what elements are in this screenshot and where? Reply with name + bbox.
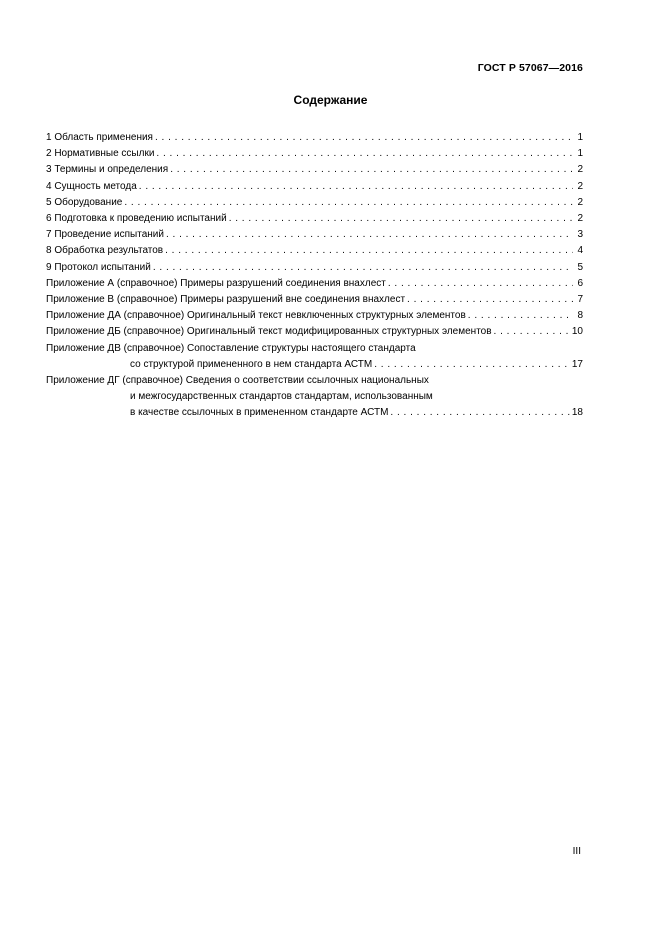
toc-entry[interactable] bbox=[46, 341, 583, 373]
dot-leader bbox=[156, 146, 573, 156]
toc-entry-line bbox=[46, 243, 583, 259]
toc-entry-text: в качестве ссылочных в примененном стандарте АСТМ bbox=[130, 407, 389, 419]
toc-page-number: 2 bbox=[577, 213, 583, 225]
toc-entry-text: Приложение ДА (справочное) Оригинальный текст невключенных структурных элементов bbox=[46, 310, 466, 322]
toc-page-number: 8 bbox=[577, 310, 583, 322]
toc-page-number: 18 bbox=[571, 407, 583, 419]
toc-entry-text: 5 Оборудование bbox=[46, 196, 123, 208]
toc-entry-text: со структурой примененного в нем стандарта АСТМ bbox=[130, 358, 373, 370]
dot-leader bbox=[139, 179, 573, 189]
toc-entry-line bbox=[46, 260, 583, 276]
toc-entry-line bbox=[46, 341, 583, 357]
dot-leader bbox=[407, 292, 573, 302]
toc-entry-line bbox=[46, 373, 583, 389]
toc-page-number: 4 bbox=[577, 245, 583, 257]
toc-entry-text: 7 Проведение испытаний bbox=[46, 229, 164, 241]
toc-entry-line bbox=[46, 292, 583, 308]
toc-entry-text: 4 Сущность метода bbox=[46, 180, 137, 192]
toc-entry-line bbox=[46, 405, 583, 421]
toc-page-number: 7 bbox=[577, 294, 583, 306]
dot-leader bbox=[374, 357, 570, 367]
toc-entry[interactable] bbox=[46, 179, 583, 195]
toc-entry[interactable] bbox=[46, 162, 583, 178]
dot-leader bbox=[229, 211, 573, 221]
toc-entry[interactable] bbox=[46, 195, 583, 211]
toc-entry-text: 1 Область применения bbox=[46, 132, 153, 143]
toc-page-number: 2 bbox=[577, 196, 583, 208]
toc-entry-line bbox=[46, 130, 583, 146]
toc-entry-text: Приложение ДГ (справочное) Сведения о соответствии ссылочных национальных bbox=[46, 375, 429, 387]
document-code: ГОСТ Р 57067—2016 bbox=[477, 62, 583, 74]
toc-page-number: 10 bbox=[571, 326, 583, 338]
toc-entry-text: 6 Подготовка к проведению испытаний bbox=[46, 213, 227, 225]
toc-entry-line bbox=[46, 162, 583, 178]
toc-entry-line bbox=[46, 324, 583, 340]
toc-title: Содержание bbox=[293, 93, 368, 107]
toc-entry-line bbox=[46, 179, 583, 195]
toc-entry[interactable] bbox=[46, 130, 583, 146]
dot-leader bbox=[153, 260, 573, 270]
toc-entry[interactable] bbox=[46, 276, 583, 292]
toc-entry-line bbox=[46, 389, 583, 405]
dot-leader bbox=[124, 195, 573, 205]
toc-page-number: 3 bbox=[577, 229, 583, 241]
toc-page-number: 2 bbox=[577, 180, 583, 192]
toc-entry[interactable] bbox=[46, 243, 583, 259]
toc-entry-line bbox=[46, 308, 583, 324]
toc-entry[interactable] bbox=[46, 146, 583, 162]
toc-entry-text: 2 Нормативные ссылки bbox=[46, 148, 155, 160]
toc-entry[interactable] bbox=[46, 211, 583, 227]
toc-entry[interactable] bbox=[46, 308, 583, 324]
toc-entry-text: и межгосударственных стандартов стандартам, использованным bbox=[130, 391, 433, 403]
dot-leader bbox=[165, 243, 573, 253]
toc-entry[interactable] bbox=[46, 292, 583, 308]
dot-leader bbox=[170, 162, 573, 172]
toc-page-number: 6 bbox=[577, 277, 583, 289]
toc-entry-line bbox=[46, 357, 583, 373]
toc-entry-line bbox=[46, 227, 583, 243]
table-of-contents bbox=[46, 130, 583, 422]
dot-leader bbox=[388, 276, 573, 286]
toc-entry-text: 3 Термины и определения bbox=[46, 164, 169, 176]
toc-page-number: 5 bbox=[577, 261, 583, 273]
dot-leader bbox=[166, 227, 573, 237]
toc-page-number: 1 bbox=[577, 148, 583, 160]
toc-entry-line bbox=[46, 146, 583, 162]
toc-entry[interactable] bbox=[46, 227, 583, 243]
toc-entry[interactable] bbox=[46, 260, 583, 276]
toc-entry-text: 8 Обработка результатов bbox=[46, 245, 164, 257]
toc-entry-text: Приложение А (справочное) Примеры разрушений соединения внахлест bbox=[46, 277, 386, 289]
dot-leader bbox=[390, 405, 569, 415]
page-number-footer: III bbox=[572, 846, 581, 857]
toc-entry-line bbox=[46, 195, 583, 211]
toc-page-number: 2 bbox=[577, 164, 583, 176]
dot-leader bbox=[494, 324, 570, 334]
toc-entry[interactable] bbox=[46, 324, 583, 340]
dot-leader bbox=[468, 308, 573, 318]
toc-page-number: 1 bbox=[577, 132, 583, 143]
toc-entry-text: Приложение ДБ (справочное) Оригинальный текст модифицированных структурных элементов bbox=[46, 326, 492, 338]
toc-entry[interactable] bbox=[46, 373, 583, 422]
toc-entry-line bbox=[46, 276, 583, 292]
dot-leader bbox=[155, 130, 573, 140]
toc-entry-line bbox=[46, 211, 583, 227]
toc-entry-text: 9 Протокол испытаний bbox=[46, 261, 151, 273]
toc-page-number: 17 bbox=[571, 358, 583, 370]
toc-entry-text: Приложение ДВ (справочное) Сопоставление структуры настоящего стандарта bbox=[46, 342, 416, 354]
toc-entry-text: Приложение В (справочное) Примеры разрушений вне соединения внахлест bbox=[46, 294, 406, 306]
